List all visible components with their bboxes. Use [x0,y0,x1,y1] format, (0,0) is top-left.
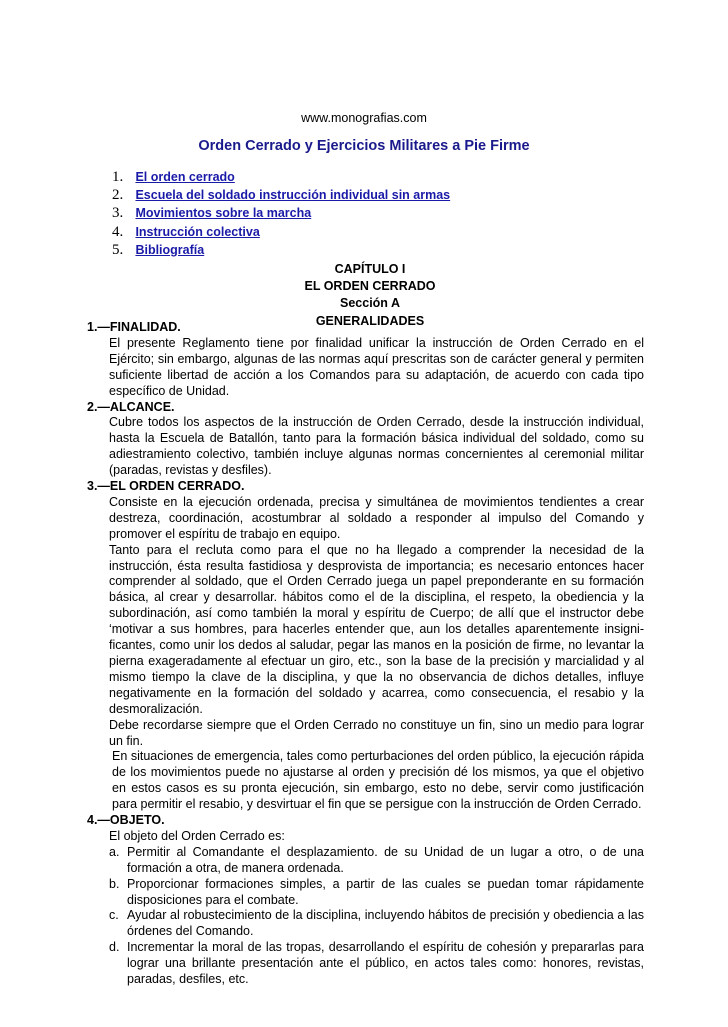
list-item [109,845,644,877]
toc-number: 5. [112,241,124,258]
paragraph-orden-4: En situaciones de emergencia, tales como perturbaciones del orden público, la ejecución rápida de los movimientos puede no ajustarse al orden y precisión dé los mismos, ya que el objetivo en estos casos es su pronta ejecución, sin embargo, esto no debe, servir como justificación para permitir el resabio, y desvirtuar el fin que se persigue con la instrucción de Orden Cerrado. [112,749,644,812]
site-url: www.monografias.com [301,111,427,125]
toc-item [112,241,450,259]
table-of-contents [112,168,450,259]
toc-item [112,168,450,186]
section-title: GENERALIDADES [315,313,425,328]
list-item [109,940,644,988]
list-item-text: Proporcionar formaciones simples, a partir de las cuales se puedan tomar rápidamente disposiciones para el combate. [127,876,644,907]
chapter-number: CAPÍTULO I [334,262,406,276]
paragraph-objeto-intro: El objeto del Orden Cerrado es: [109,828,285,843]
list-marker: b. [109,876,120,891]
list-item [109,877,644,909]
toc-link-orden-cerrado[interactable]: El orden cerrado [135,170,235,184]
toc-link-movimientos[interactable]: Movimientos sobre la marcha [135,206,312,221]
toc-number: 4. [112,223,124,240]
list-marker: d. [109,940,120,955]
paragraph-orden-3: Debe recordarse siempre que el Orden Cerrado no constituye un fin, sino un medio para lograr un fin. [109,717,644,748]
list-item-text: Ayudar al robustecimiento de la disciplina, incluyendo hábitos de precisión y obediencia a las órdenes del Comando. [127,908,644,939]
toc-number: 2. [112,187,124,204]
toc-link-instruccion-colectiva[interactable]: Instrucción colectiva [135,224,260,239]
list-item-text: Permitir al Comandante el desplazamiento. de su Unidad de un lugar a otro, o de una formación a otra, de manera ordenada. [127,844,644,875]
heading-alcance: 2.—ALCANCE. [87,399,175,414]
heading-orden-cerrado: 3.—EL ORDEN CERRADO. [87,479,245,494]
toc-item [112,186,450,204]
list-marker: c. [109,908,119,923]
paragraph-alcance: Cubre todos los aspectos de la instrucción de Orden Cerrado, desde la instrucción individual, hasta la Escuela de Batallón, tanto para la formación básica individual del soldado, como su adiestramiento colectivo, también incluye algunas normas concernientes al ceremonial militar (paradas, revistas y desfiles). [109,415,644,478]
paragraph-orden-2: Tanto para el recluta como para el que no ha llegado a comprender la necesidad de la instrucción, ésta resulta fastidiosa y desprovista de importancia; es necesario entonces hacer comprender al soldado, que el Orden Cerrado juega un papel preponderante en su formación básica, al crear y desarrollar. hábitos como el de la disciplina, el respeto, la obediencia y la subordinación, así como también la moral y espíritu de Cuerpo; de allí que el instructor debe ‘motivar a sus hombres, para hacerles entender que, aun los detalles aparentemente insigni-ficantes, como unir los dedos al saludar, pegar las manos en la posición de firme, no levantar la pierna exageradamente al efectuar un giro, etc., son la base de la precisión y marcialidad y al mismo tiempo la clave de la disciplina, y que la no observancia de dichos detalles, influye negativamente en la formación del soldado y acarrea, como consecuencia, el resabio y la desmoralización. [109,542,644,716]
heading-finalidad: 1.—FINALIDAD. [87,320,181,334]
toc-number: 3. [112,205,124,222]
document-body [87,320,644,988]
chapter-title: EL ORDEN CERRADO [304,279,436,294]
document-title: Orden Cerrado y Ejercicios Militares a Pie Firme [198,138,530,154]
objeto-list [109,845,644,988]
list-marker: a. [109,844,120,859]
toc-link-escuela-soldado[interactable]: Escuela del soldado instrucción individual sin armas [135,188,451,203]
paragraph-finalidad: El presente Reglamento tiene por finalidad unificar la instrucción de Orden Cerrado en el Ejército; sin embargo, algunas de las normas aquí prescritas son de carácter general y permiten suficiente libertad de acción a los Comandos para su adaptación, de acuerdo con cada tipo específico de Unidad. [109,335,644,398]
section-label: Sección A [340,296,400,311]
list-item [109,908,644,940]
list-item-text: Incrementar la moral de las tropas, desarrollando el espíritu de cohesión y prepararlas para lograr una brillante presentación ante el público, en actos tales como: honores, revistas, paradas, desfiles, etc. [127,940,644,987]
paragraph-orden-1: Consiste en la ejecución ordenada, precisa y simultánea de movimientos tendientes a crear destreza, coordinación, acostumbrar al soldado a responder al impulso del Comando y promover el espíritu de trabajo en equipo. [109,494,644,541]
toc-link-bibliografia[interactable]: Bibliografía [135,242,205,257]
heading-objeto: 4.—OBJETO. [87,813,165,828]
toc-number: 1. [112,169,124,185]
toc-item [112,223,450,241]
toc-item [112,204,450,222]
